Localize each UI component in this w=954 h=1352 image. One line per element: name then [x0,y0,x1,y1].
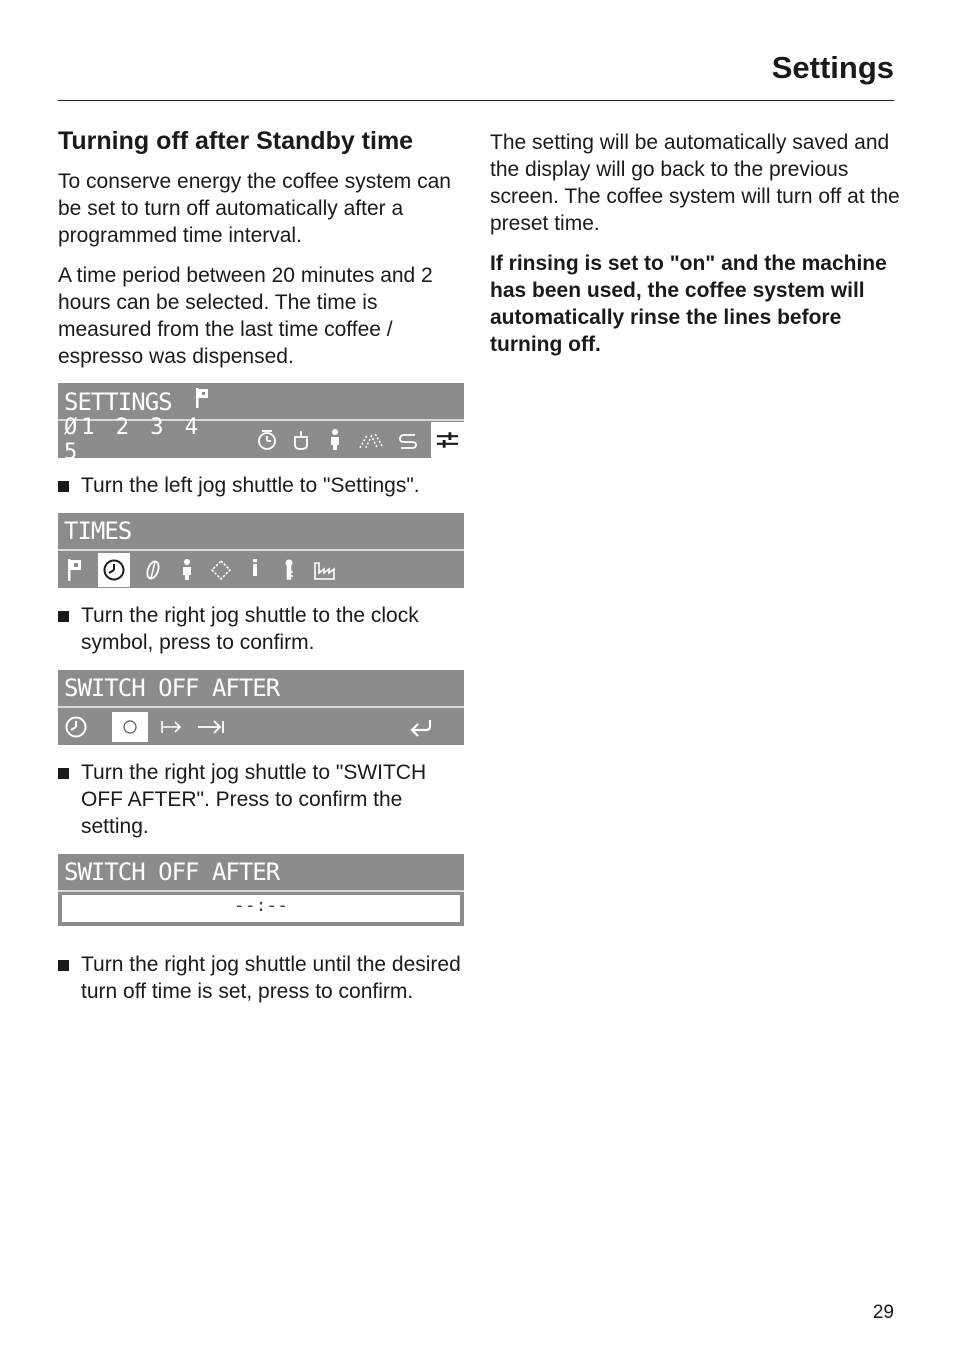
flag-icon [191,383,213,413]
display-title: SWITCH OFF AFTER [64,858,280,886]
display-switch-off-time [58,854,464,926]
page-header-title: Settings [771,50,894,85]
settings-sliders-icon[interactable] [431,422,464,458]
key-icon [278,555,300,585]
display-title: SETTINGS [64,388,172,416]
intro-paragraph: To conserve energy the coffee system can be set to turn off automatically after a programmed time interval. [58,170,451,247]
step-3 [58,759,464,840]
step-2-text: Turn the right jog shuttle to the clock symbol, press to confirm. [81,604,419,654]
step-3-text: Turn the right jog shuttle to "SWITCH OFF AFTER". Press to confirm the setting. [81,761,427,838]
display-times [58,513,464,588]
display-switch-off-options [58,670,464,745]
person-icon [324,425,346,455]
step-1-text: Turn the left jog shuttle to "Settings". [81,474,420,497]
circle-icon[interactable] [112,712,148,742]
display-title: TIMES [64,517,132,545]
time-range-paragraph: A time period between 20 minutes and 2 hours can be selected. The time is measured from the last time coffee / espresso was dispensed. [58,264,433,368]
display-icon-row [58,414,464,465]
step-2 [58,602,464,656]
display-title-bar [58,854,464,892]
saved-paragraph: The setting will be automatically saved and the display will go back to the previous screen. The coffee system will turn off at the preset time. [490,131,900,235]
bullet-square [58,960,69,971]
info-icon: i [251,557,259,582]
arrow-right-icon [160,712,184,742]
section-heading: Turning off after Standby time [58,127,414,155]
person-icon [176,555,198,585]
header-rule [58,100,894,101]
return-icon[interactable] [408,712,434,742]
steam-icon [358,425,385,455]
step-1 [58,472,464,499]
page-number: 29 [872,1302,894,1323]
bullet-square [58,768,69,779]
bullet-square [58,481,69,492]
arrow-to-bar-icon [196,712,226,742]
clock-icon [64,712,88,742]
step-4-text: Turn the right jog shuttle until the desired turn off time is set, press to confirm. [81,953,461,1003]
bean-icon [142,555,164,585]
factory-icon [312,555,336,585]
step-4 [58,951,464,1005]
cup-icon [290,425,312,455]
rinse-icon [397,425,419,455]
timer-icon [256,425,278,455]
display-title-bar [58,513,464,551]
recipe-numbers: Ø1 2 3 4 5 [64,414,202,465]
display-icon-row [58,708,464,745]
diamond-icon [210,555,232,585]
display-title: SWITCH OFF AFTER [64,674,280,702]
clock-icon[interactable] [98,553,130,587]
display-icon-row [58,551,464,588]
right-column [490,129,900,371]
flag-icon [64,555,86,585]
rinse-note: If rinsing is set to "on" and the machine has been used, the coffee system will automatically rinse the lines before turning off. [490,252,887,356]
bullet-square [58,611,69,622]
display-settings [58,383,464,465]
time-entry-field[interactable]: --:-- [62,895,460,922]
left-column [58,124,464,1005]
display-title-bar [58,670,464,708]
